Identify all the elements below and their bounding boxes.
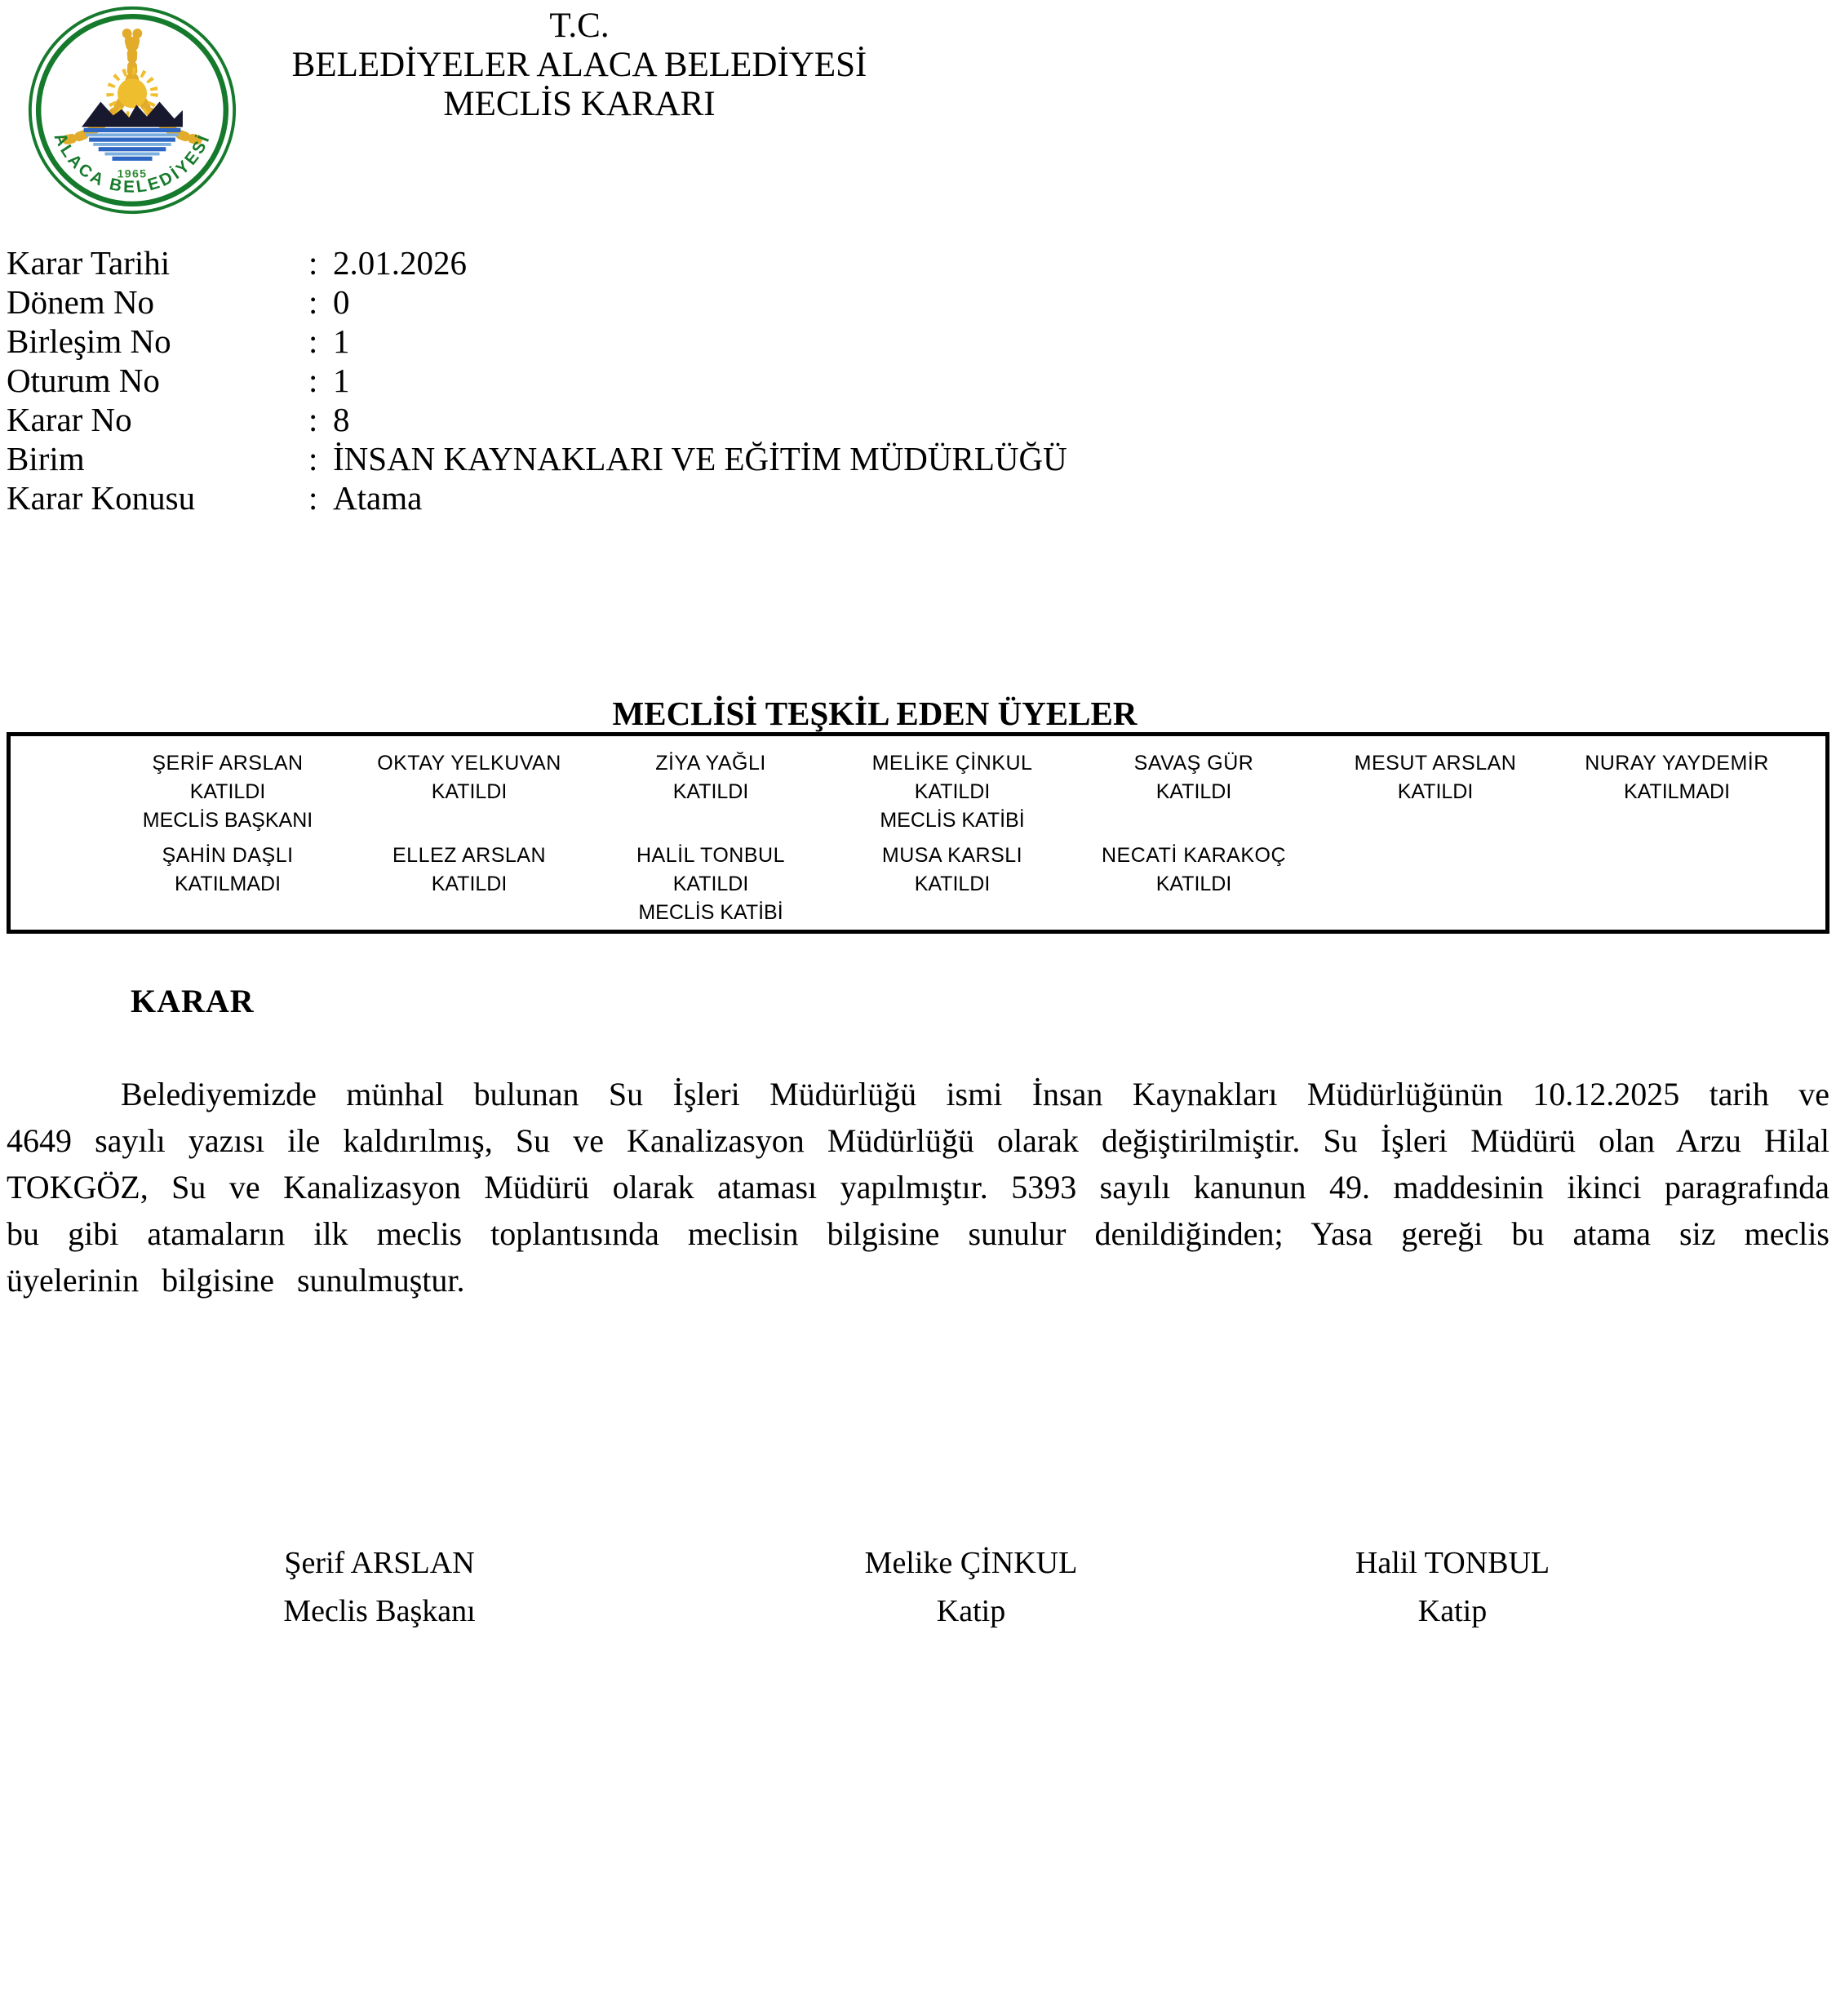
water-stripe <box>86 133 179 136</box>
member-attendance: KATILDI <box>672 873 749 895</box>
signature-block-clerk-1 <box>808 1539 1134 1636</box>
meta-value: Atama <box>333 479 423 517</box>
meta-colon: : <box>308 401 318 438</box>
member-cell <box>832 841 1073 927</box>
water-stripe <box>99 147 166 151</box>
member-cell <box>107 749 348 835</box>
member-attendance: KATILDI <box>1397 780 1474 803</box>
member-attendance: KATILDI <box>914 873 991 895</box>
meta-colon: : <box>308 440 318 477</box>
meta-colon: : <box>308 244 318 282</box>
member-name: MESUT ARSLAN <box>1354 752 1517 775</box>
member-attendance: KATILDI <box>431 873 508 895</box>
signature-name: Şerif ARSLAN <box>284 1546 475 1580</box>
water-stripe <box>89 138 175 142</box>
decision-heading: KARAR <box>131 983 255 1019</box>
signature-block-clerk-2 <box>1289 1539 1616 1636</box>
seal-ring-text: ALACA BELEDİYESİ <box>50 130 215 197</box>
decision-body-text: Belediyemizde münhal bulunan Su İşleri Müdürlüğü ismi İnsan Kaynakları Müdürlüğünün 10.12.2025 tarih ve 4649 sayılı yazısı ile kaldırılmış, Su ve Kanalizasyon Müdürlüğü olarak değiştirilmiştir. Su İşleri Müdürü olan Arzu Hilal TOKGÖZ, Su ve Kanalizasyon Müdürü olarak ataması yapılmıştır. 5393 sayılı kanunun 49. maddesinin ikinci paragrafında bu gibi atamaların ilk meclis toplantısında meclisin bilgisine sunulur denildiğinden; Yasa gereği bu atama siz meclis üyelerinin bilgisine sunulmuştur. <box>7 1076 1829 1299</box>
signature-block-president <box>216 1539 543 1636</box>
member-role: MECLİS BAŞKANI <box>142 809 313 832</box>
members-row-2 <box>107 841 1825 927</box>
member-attendance: KATILDI <box>1155 873 1232 895</box>
member-name: ZİYA YAĞLI <box>655 752 766 775</box>
member-cell <box>107 841 348 927</box>
member-name: NURAY YAYDEMİR <box>1585 752 1769 775</box>
signature-title: Meclis Başkanı <box>283 1594 476 1628</box>
water-stripe <box>112 157 152 161</box>
meta-value: İNSAN KAYNAKLARI VE EĞİTİM MÜDÜRLÜĞÜ <box>333 440 1067 477</box>
member-name: OKTAY YELKUVAN <box>377 752 561 775</box>
meta-label: Oturum No <box>7 362 160 399</box>
member-cell <box>1315 749 1556 835</box>
meta-value: 1 <box>333 362 350 399</box>
meta-colon: : <box>308 322 318 360</box>
member-role: MECLİS KATİBİ <box>638 901 783 924</box>
meta-value: 0 <box>333 283 350 321</box>
water-stripe <box>104 153 159 156</box>
meta-label: Birim <box>7 440 85 477</box>
member-role: MECLİS KATİBİ <box>880 809 1025 832</box>
member-attendance: KATILDI <box>189 780 266 803</box>
member-cell <box>1073 749 1315 835</box>
member-name: NECATİ KARAKOÇ <box>1101 844 1287 867</box>
member-name: HALİL TONBUL <box>636 844 785 867</box>
header-country: T.C. <box>549 7 610 45</box>
meta-colon: : <box>308 283 318 321</box>
member-attendance: KATILMADI <box>1623 780 1731 803</box>
member-name: SAVAŞ GÜR <box>1133 752 1254 775</box>
meta-table <box>7 243 1067 517</box>
member-cell <box>1073 841 1315 927</box>
members-row-1 <box>107 749 1825 835</box>
header-doc-type: MECLİS KARARI <box>443 85 716 123</box>
meta-row-birim <box>7 439 1067 478</box>
seal-year-text: 1965 <box>117 167 148 181</box>
member-attendance: KATILDI <box>1155 780 1232 803</box>
members-section-title: MECLİSİ TEŞKİL EDEN ÜYELER <box>612 695 1138 732</box>
meta-label: Karar Tarihi <box>7 244 171 282</box>
meta-row-oturum-no <box>7 361 1067 400</box>
member-cell <box>348 841 590 927</box>
signature-name: Halil TONBUL <box>1355 1546 1550 1580</box>
meta-row-karar-konusu <box>7 478 1067 517</box>
meta-label: Karar No <box>7 401 132 438</box>
document-header <box>0 7 1159 124</box>
meta-row-karar-tarihi <box>7 243 1067 282</box>
water-stripe <box>93 143 171 146</box>
member-cell <box>590 841 832 927</box>
member-attendance: KATILDI <box>431 780 508 803</box>
member-name: ŞERİF ARSLAN <box>152 752 304 775</box>
member-name: ŞAHİN DAŞLI <box>162 844 294 867</box>
meta-colon: : <box>308 362 318 399</box>
meta-label: Karar Konusu <box>7 479 196 517</box>
meta-label: Birleşim No <box>7 322 171 360</box>
member-name: ELLEZ ARSLAN <box>392 844 547 867</box>
meta-row-karar-no <box>7 400 1067 439</box>
meta-row-birlesim-no <box>7 322 1067 361</box>
members-table <box>7 732 1829 934</box>
meta-value: 8 <box>333 401 350 438</box>
member-attendance: KATILDI <box>672 780 749 803</box>
member-cell <box>348 749 590 835</box>
member-attendance: KATILMADI <box>174 873 282 895</box>
member-cell <box>590 749 832 835</box>
header-municipality: BELEDİYELER ALACA BELEDİYESİ <box>291 46 867 84</box>
signature-title: Katip <box>1417 1594 1488 1628</box>
water-stripe <box>84 128 181 132</box>
meta-label: Dönem No <box>7 283 155 321</box>
member-name: MELİKE ÇİNKUL <box>871 752 1033 775</box>
meta-value: 2.01.2026 <box>333 244 467 282</box>
meta-row-donem-no <box>7 282 1067 322</box>
member-name: MUSA KARSLI <box>881 844 1023 867</box>
signature-name: Melike ÇİNKUL <box>864 1546 1078 1580</box>
member-cell <box>832 749 1073 835</box>
member-attendance: KATILDI <box>914 780 991 803</box>
signature-title: Katip <box>936 1594 1006 1628</box>
meta-value: 1 <box>333 322 350 360</box>
meta-colon: : <box>308 479 318 517</box>
member-cell <box>1556 749 1798 835</box>
